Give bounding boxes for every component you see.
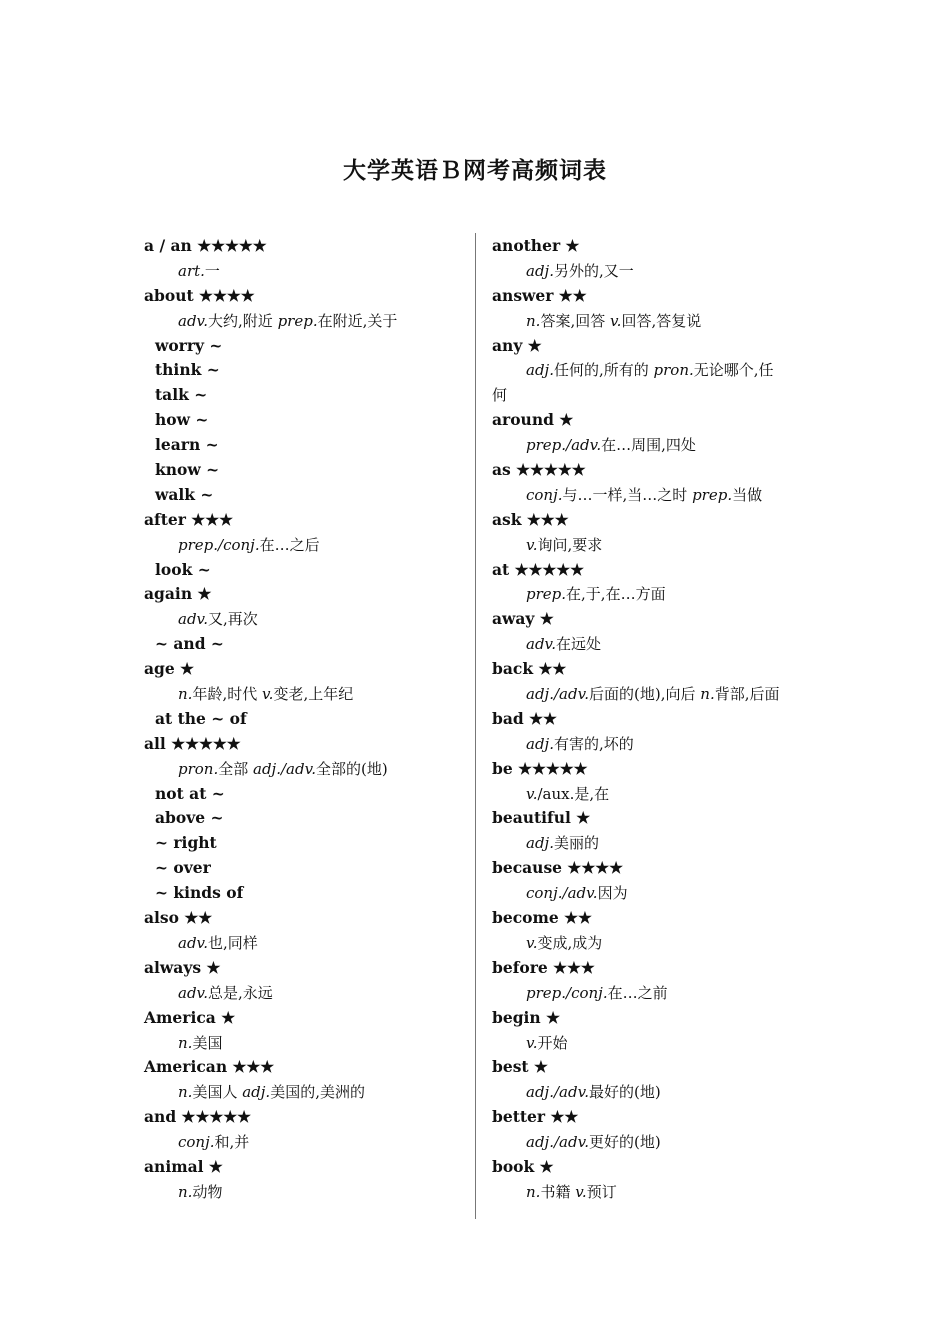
- definition-text: 美国: [192, 1033, 223, 1052]
- vocab-definition: [492, 881, 822, 906]
- definition-text: 任何的,所有的: [553, 361, 654, 380]
- vocab-headword: after ★★★: [144, 509, 233, 529]
- part-of-speech: v.: [575, 1182, 587, 1201]
- definition-text: 美丽的: [553, 834, 599, 853]
- definition-text: 变老,上年纪: [273, 685, 354, 704]
- vocab-headword: become ★★: [492, 908, 592, 928]
- vocab-definition: [492, 582, 822, 607]
- vocab-definition: [492, 682, 822, 707]
- vocab-definition: [144, 1080, 464, 1105]
- vocab-headword: and ★★★★★: [144, 1107, 252, 1127]
- part-of-speech: v.: [609, 311, 622, 330]
- part-of-speech: v.: [526, 535, 538, 554]
- definition-text: 因为: [597, 884, 628, 903]
- vocab-headword: at ★★★★★: [492, 559, 585, 579]
- vocab-headword: about ★★★★: [144, 285, 255, 305]
- vocab-headword: as ★★★★★: [492, 460, 586, 480]
- vocab-headword: beautiful ★: [492, 808, 591, 828]
- definition-text: 一: [204, 261, 220, 280]
- vocab-headword: also ★★: [144, 908, 213, 928]
- vocab-phrase: ~ kinds of: [155, 883, 244, 903]
- definition-text: 回答,答复说: [621, 311, 702, 330]
- part-of-speech: adj./adv.: [253, 759, 317, 778]
- definition-text: 变成,成为: [537, 933, 603, 952]
- vocab-definition: [492, 1130, 822, 1155]
- vocab-phrase: know ~: [155, 460, 220, 480]
- definition-text: 总是,永远: [208, 983, 273, 1002]
- definition-text: 询问,要求: [537, 535, 603, 554]
- part-of-speech: adv.: [178, 610, 209, 629]
- definition-text: 在远处: [556, 635, 602, 654]
- vocab-phrase: talk ~: [155, 385, 208, 405]
- part-of-speech: n.: [178, 685, 193, 704]
- vocab-definition: [144, 1180, 464, 1205]
- definition-text: 在…之后: [259, 535, 320, 554]
- part-of-speech: adj.: [526, 261, 554, 280]
- vocab-phrase: learn ~: [155, 435, 219, 455]
- part-of-speech: conj.: [178, 1133, 215, 1152]
- definition-text: 全部的(地): [316, 759, 388, 778]
- definition-text: 美国人: [192, 1083, 243, 1102]
- vocab-headword: a / an ★★★★★: [144, 236, 267, 255]
- definition-text: 和,并: [214, 1133, 250, 1152]
- definition-text: 在…之前: [607, 983, 668, 1002]
- vocab-headword: back ★★: [492, 659, 567, 679]
- vocab-definition: [492, 259, 822, 284]
- definition-text: 与…一样,当…之时: [562, 485, 693, 504]
- definition-text: 年龄,时代: [192, 685, 262, 704]
- definition-text: /aux.是,在: [537, 784, 610, 803]
- vocab-headword: ask ★★★: [492, 509, 569, 529]
- vocab-definition: [144, 533, 464, 558]
- vocab-definition: [492, 1031, 822, 1056]
- definition-text: 无论哪个,任: [693, 361, 774, 380]
- vocab-definition: [492, 309, 822, 334]
- vocab-phrase: ~ over: [155, 858, 211, 878]
- vocab-headword: any ★: [492, 335, 542, 355]
- page-title: 大学英语Ｂ网考高频词表: [343, 157, 607, 184]
- definition-text: 背部,后面: [714, 685, 780, 704]
- vocab-headword: best ★: [492, 1057, 548, 1077]
- vocab-definition: [492, 831, 822, 856]
- vocab-definition: [492, 533, 822, 558]
- vocab-headword: book ★: [492, 1156, 554, 1176]
- definition-text: 书籍: [540, 1182, 576, 1201]
- vocab-definition: [144, 981, 464, 1006]
- part-of-speech: pron.: [178, 759, 219, 778]
- vocab-phrase: walk ~: [155, 484, 214, 504]
- vocab-definition: [144, 1130, 464, 1155]
- definition-text: 预订: [586, 1182, 617, 1201]
- part-of-speech: n.: [526, 1182, 541, 1201]
- part-of-speech: adv.: [178, 311, 209, 330]
- vocab-definition: [492, 782, 822, 807]
- definition-text: 在…周围,四处: [601, 436, 696, 455]
- definition-text: 大约,附近: [208, 311, 278, 330]
- vocab-definition: [492, 358, 822, 383]
- definition-text: 有害的,坏的: [553, 734, 634, 753]
- definition-text: 也,同样: [208, 933, 258, 952]
- part-of-speech: adv.: [526, 635, 557, 654]
- definition-text: 美国的,美洲的: [270, 1083, 365, 1102]
- definition-text: 答案,回答: [540, 311, 610, 330]
- vocab-phrase: look ~: [155, 559, 211, 579]
- vocab-definition: [492, 1180, 822, 1205]
- part-of-speech: prep.: [277, 311, 318, 330]
- vocab-definition: [144, 309, 464, 334]
- vocab-headword: answer ★★: [492, 285, 587, 305]
- vocab-phrase: above ~: [155, 808, 224, 828]
- left-column: [144, 234, 464, 1205]
- definition-text: 另外的,又一: [553, 261, 634, 280]
- part-of-speech: n.: [526, 311, 541, 330]
- part-of-speech: conj.: [526, 485, 563, 504]
- vocab-headword: America ★: [144, 1007, 236, 1027]
- vocab-definition: [492, 732, 822, 757]
- vocab-definition: [144, 607, 464, 632]
- part-of-speech: pron.: [653, 361, 694, 380]
- part-of-speech: adj./adv.: [526, 685, 590, 704]
- definition-text: 当做: [732, 485, 763, 504]
- part-of-speech: n.: [178, 1083, 193, 1102]
- right-column: [492, 234, 822, 1205]
- part-of-speech: conj./adv.: [526, 884, 598, 903]
- vocab-definition: [144, 757, 464, 782]
- vocab-definition-continued: [492, 383, 822, 408]
- vocab-definition: [492, 433, 822, 458]
- vocab-definition: [492, 981, 822, 1006]
- vocab-headword: begin ★: [492, 1007, 560, 1027]
- part-of-speech: adj.: [526, 361, 554, 380]
- vocab-headword: be ★★★★★: [492, 758, 588, 778]
- vocab-phrase: at the ~ of: [155, 708, 247, 728]
- part-of-speech: adj.: [526, 834, 554, 853]
- vocab-phrase: ~ right: [155, 833, 217, 853]
- vocab-definition: [492, 931, 822, 956]
- vocab-headword: away ★: [492, 609, 554, 629]
- part-of-speech: prep./conj.: [526, 983, 608, 1002]
- definition-text: 在附近,关于: [317, 311, 398, 330]
- part-of-speech: adj.: [242, 1083, 271, 1102]
- definition-text: 后面的(地),向后: [589, 685, 701, 704]
- vocab-definition: [144, 682, 464, 707]
- definition-text: 何: [492, 386, 508, 405]
- vocab-headword: better ★★: [492, 1107, 579, 1127]
- part-of-speech: prep./adv.: [526, 436, 602, 455]
- part-of-speech: prep./conj.: [178, 535, 260, 554]
- part-of-speech: n.: [178, 1182, 193, 1201]
- vocab-headword: animal ★: [144, 1156, 223, 1176]
- vocab-headword: another ★: [492, 236, 580, 255]
- vocab-phrase: how ~: [155, 410, 209, 430]
- part-of-speech: n.: [178, 1033, 193, 1052]
- vocab-phrase: ~ and ~: [155, 634, 224, 654]
- column-divider: [475, 233, 476, 1219]
- definition-text: 全部: [218, 759, 254, 778]
- vocab-definition: [492, 1080, 822, 1105]
- vocab-phrase: think ~: [155, 360, 220, 380]
- vocab-headword: before ★★★: [492, 957, 595, 977]
- part-of-speech: prep.: [526, 585, 567, 604]
- definition-text: 动物: [192, 1182, 223, 1201]
- part-of-speech: adj.: [526, 734, 554, 753]
- vocab-headword: American ★★★: [144, 1057, 275, 1077]
- part-of-speech: adj./adv.: [526, 1083, 590, 1102]
- part-of-speech: adv.: [178, 983, 209, 1002]
- definition-text: 最好的(地): [589, 1083, 661, 1102]
- part-of-speech: v.: [526, 1033, 538, 1052]
- part-of-speech: prep.: [692, 485, 733, 504]
- vocab-headword: again ★: [144, 584, 212, 604]
- vocab-headword: bad ★★: [492, 708, 557, 728]
- vocab-definition: [144, 931, 464, 956]
- part-of-speech: v.: [526, 784, 538, 803]
- definition-text: 在,于,在…方面: [566, 585, 666, 604]
- part-of-speech: adv.: [178, 933, 209, 952]
- part-of-speech: adj./adv.: [526, 1133, 590, 1152]
- definition-text: 更好的(地): [589, 1133, 661, 1152]
- vocab-definition: [492, 483, 822, 508]
- definition-text: 又,再次: [208, 610, 258, 629]
- vocab-headword: always ★: [144, 957, 221, 977]
- vocab-phrase: not at ~: [155, 783, 225, 803]
- vocab-phrase: worry ~: [155, 335, 223, 355]
- definition-text: 开始: [537, 1033, 568, 1052]
- part-of-speech: v.: [526, 933, 538, 952]
- vocab-definition: [144, 259, 464, 284]
- part-of-speech: n.: [700, 685, 715, 704]
- vocab-headword: age ★: [144, 659, 195, 679]
- vocab-definition: [144, 1031, 464, 1056]
- vocab-headword: around ★: [492, 410, 574, 430]
- part-of-speech: art.: [178, 261, 205, 280]
- vocab-definition: [492, 632, 822, 657]
- vocab-headword: all ★★★★★: [144, 733, 241, 753]
- vocab-headword: because ★★★★: [492, 858, 624, 878]
- part-of-speech: v.: [261, 685, 274, 704]
